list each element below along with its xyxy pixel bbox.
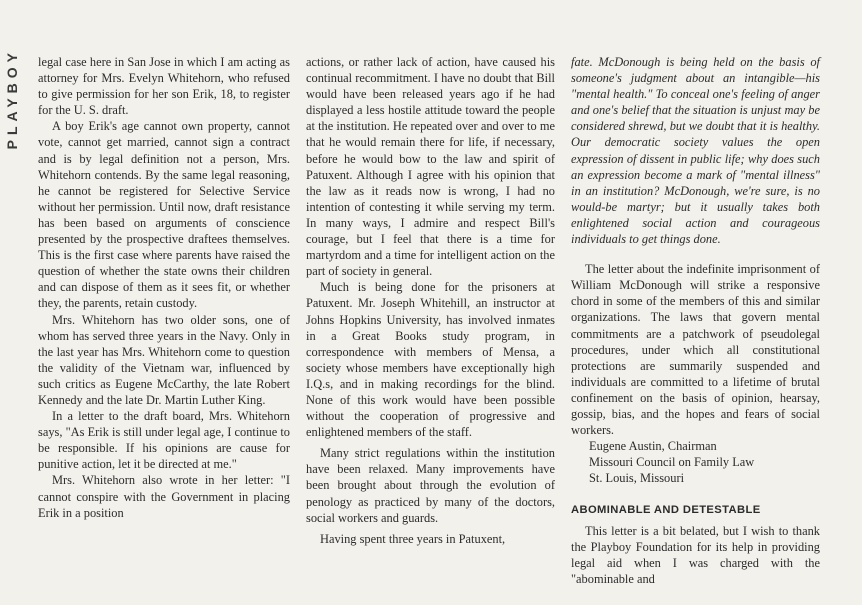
signature-location: St. Louis, Missouri <box>589 471 685 486</box>
signature-organization: Missouri Council on Family Law <box>589 455 755 470</box>
paragraph: actions, or rather lack of action, have caused his continual recommitment. I have no doubt that Bill would have been released years ago if he had displayed a less hostile attitude toward the people at the institution. He repeated over and over to me that he would remain there for life, if necessary, before he would bow to the law and spirit of Patuxent. Although I agree with his opinion that the law as it reads now is wrong, I had no intention of contesting it while serving my term. In many ways, I admire and respect Bill's courage, but I feel that there is a time for martyrdom and a time for intelligent action on the part of society in general. <box>306 55 555 279</box>
paragraph: legal case here in San Jose in which I am acting as attorney for Mrs. Evelyn Whitehorn, who refused to give permission for her son Erik, 18, to register for the U. S. draft. <box>38 55 290 118</box>
text-column-2 <box>306 54 555 547</box>
paragraph: This letter is a bit belated, but I wish to thank the Playboy Foundation for its help in providing legal aid when I was charged with the "abominable and <box>571 523 820 586</box>
paragraph: Mrs. Whitehorn also wrote in her letter: "I cannot conspire with the Government in placing Erik in a position <box>38 473 290 520</box>
signature-name: Eugene Austin, Chairman <box>589 439 717 454</box>
paragraph: In a letter to the draft board, Mrs. Whitehorn says, "As Erik is still under legal age, I continue to be responsible. If his opinions are cause for punitive action, let it be directed at me." <box>38 409 290 472</box>
paragraph: A boy Erik's age cannot own property, cannot vote, cannot get married, cannot sign a contract and is by legal definition not a person, Mrs. Whitehorn contends. By the same legal reasoning, he cannot be registered for Selective Service without her permission. Until now, draft resistance has been based on arguments of conscience presented by the prospective draftees themselves. This is the first case where parents have raised the question of whether the state owns their children and can dispose of them as it sees fit, or whether they, the parents, retain custody. <box>38 119 290 311</box>
paragraph: The letter about the indefinite imprisonment of William McDonough will strike a responsive chord in some of the members of this and similar organizations. The laws that govern mental commitments are a patchwork of pseudolegal procedures, under which all constitutional protections are summarily suspended and individuals are committed to a lifetime of brutal confinement on the basis of opinion, hearsay, gossip, bias, and the hopes and fears of social workers. <box>571 262 820 438</box>
editorial-response: fate. McDonough is being held on the basis of someone's judgment about an intangible—his "mental health." To conceal one's feeling of anger and one's belief that the situation is unjust may be considered shrewd, but we doubt that it is healthy. Our democratic society values the open expression of dissent in public life; why does such an expression become a mark of "mental illness" in an institution? McDonough, we're sure, is no would-be martyr; but it usually takes both enlightened social action and courageous individuals to get things done. <box>571 55 820 247</box>
paragraph: Mrs. Whitehorn has two older sons, one of whom has served three years in the Navy. Only in the last year has Mrs. Whitehorn come to question the validity of the Vietnam war, influenced by such critics as Eugene McCarthy, the late Robert Kennedy and the late Dr. Martin Luther King. <box>38 312 290 407</box>
text-column-3 <box>571 54 820 587</box>
paragraph: Many strict regulations within the institution have been relaxed. Many improvements have been brought about through the evolution of penology as practiced by many of the doctors, social workers and guards. <box>306 446 555 525</box>
magazine-name-label: PLAYBOY <box>4 48 20 150</box>
section-heading: ABOMINABLE AND DETESTABLE <box>571 504 761 517</box>
paragraph: Having spent three years in Patuxent, <box>320 531 506 546</box>
text-column-1 <box>38 54 290 521</box>
paragraph: Much is being done for the prisoners at Patuxent. Mr. Joseph Whitehill, an instructor at Johns Hopkins University, has involved inmates in a Great Books study program, in correspondence with members of Mensa, a society whose members have exceptionally high I.Q.s, and in making recordings for the blind. None of this work would have been possible without the cooperation of progressive and enlightened members of the staff. <box>306 280 555 440</box>
